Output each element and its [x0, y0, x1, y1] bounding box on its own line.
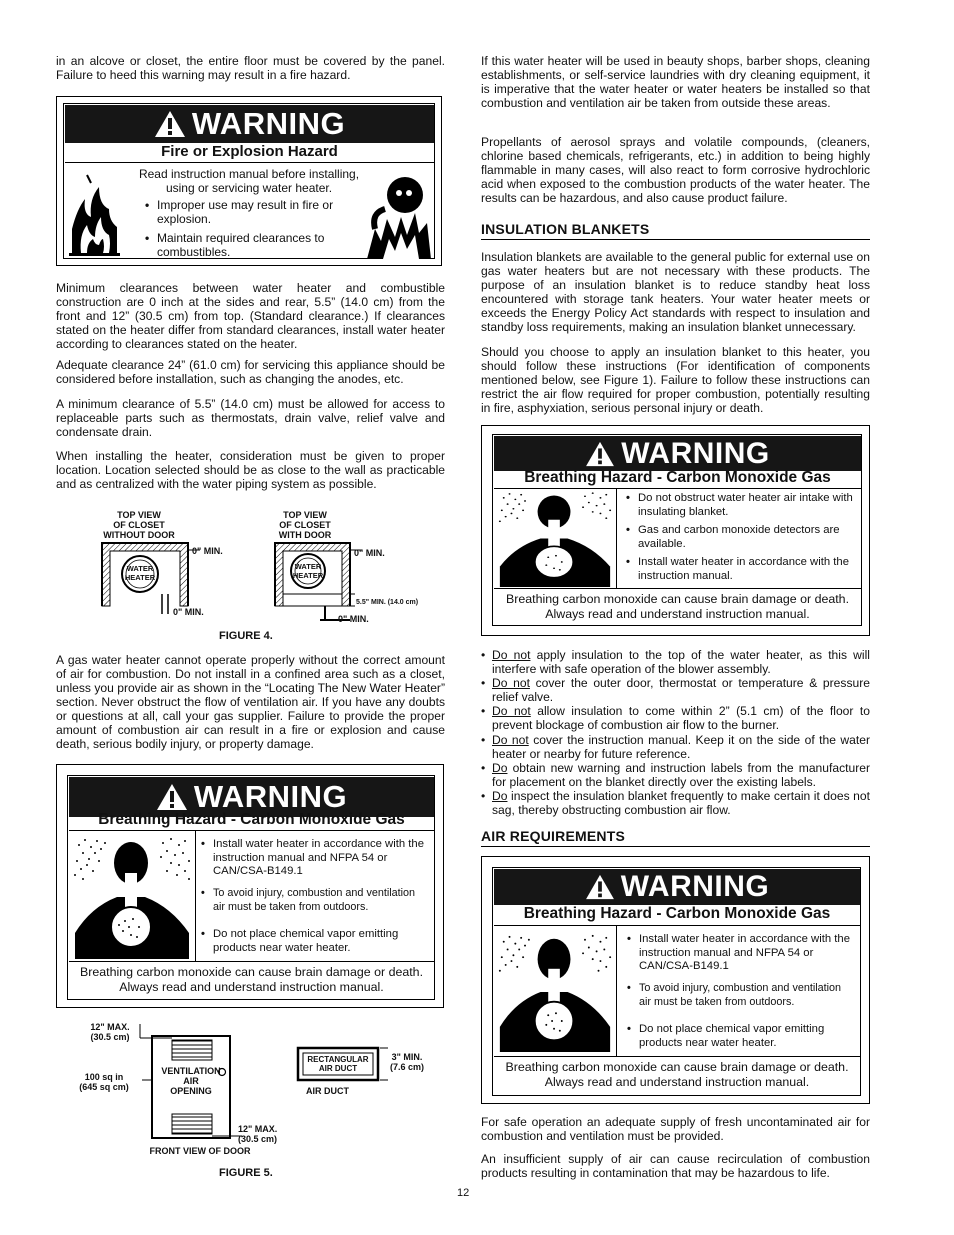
breathing-hazard-icon: [496, 490, 614, 587]
clearance-label: 5.5" MIN. (14.0 cm): [356, 599, 419, 606]
paragraph: Adequate clearance 24” (61.0 cm) for servicing this appliance should be considered before installation, such as changing the anodes, etc.: [56, 358, 445, 386]
alert-triangle-icon: [156, 783, 188, 811]
warning-bullet: • Do not place chemical vapor emitting products near water heater.: [627, 1023, 825, 1049]
figure-caption: FIGURE 5.: [219, 1167, 273, 1179]
warning-footer: Breathing carbon monoxide can cause brain damage or death. Always read and understand instruction manual.: [79, 965, 424, 994]
paragraph: If this water heater will be used in beauty shops, barber shops, cleaning establishments, or self-service laundries with dry cleaning equipment, it is imperative that the water heater or water heaters be installed so that combustion and ventilation air be taken from outside these areas.: [481, 54, 870, 110]
opening-label: VENTILATION AIR OPENING: [161, 1066, 221, 1096]
list-item: • Do not apply insulation to the top of the water heater, as this will interfere with safe operation of the blower assembly.: [481, 648, 870, 676]
figure-caption: FIGURE 4.: [219, 630, 273, 642]
list-item: • Do not cover the instruction manual. Keep it on the side of the water heater or nearby for future reference.: [481, 733, 870, 761]
paragraph: A minimum clearance of 5.5” (14.0 cm) must be allowed for access to replaceable parts such as thermostats, drain valve, relief valve and condensate drain.: [56, 397, 445, 439]
warning-bullet: • Improper use may result in fire or explosion.: [145, 198, 334, 226]
warning-bullet: • Do not place chemical vapor emitting products near water heater.: [201, 928, 399, 954]
section-heading: INSULATION BLANKETS: [481, 221, 650, 237]
heater-label: WATER HEATER: [124, 564, 156, 582]
warning-banner: [494, 869, 860, 905]
warning-bullet: • Install water heater in accordance with the instruction manual and NFPA 54 or CAN/CSA-B149.1: [201, 838, 424, 877]
clearance-label: 0" MIN.: [338, 614, 369, 624]
warning-bullet: • Maintain required clearances to combustibles.: [145, 231, 325, 259]
warning-banner: [494, 436, 861, 471]
clearance-label: 0" MIN.: [192, 546, 223, 556]
co-warning-label: [481, 856, 870, 1104]
breathing-hazard-icon: [71, 835, 193, 959]
alert-triangle-icon: [585, 441, 615, 467]
fire-warning-label: [56, 96, 442, 266]
warning-title: WARNING: [193, 779, 348, 814]
list-item: • Do inspect the insulation blanket frequently to make certain it does not sag, thereby obstructing combustion air flow.: [481, 789, 870, 817]
paragraph: When installing the heater, consideration must be given to proper location. Location selected should be as close to the wall as practicable and as centralized with the water piping system as possible.: [56, 449, 445, 491]
paragraph: A gas water heater cannot operate properly without the correct amount of air for combustion. Do not install in a confined area such as a closet, unless you provide air as shown in the “Locating The New Water Heater” section. Never obstruct the flow of ventilation air. If you have any doubts or questions at all, call your gas supplier. Failure to provide the proper amount of combustion air can result in a fire or explosion and cause death, serious bodily injury, or property damage.: [56, 653, 445, 751]
duct-label: RECTANGULAR AIR DUCT: [307, 1055, 369, 1073]
closet-title: TOP VIEW OF CLOSET WITHOUT DOOR: [103, 510, 175, 540]
breathing-hazard-icon: [496, 930, 614, 1054]
warning-title: WARNING: [620, 870, 770, 903]
warning-footer: Breathing carbon monoxide can cause brain damage or death. Always read and understand instruction manual.: [505, 1060, 849, 1089]
hazard-subtitle: Breathing Hazard - Carbon Monoxide Gas: [523, 905, 831, 922]
warning-bullet: • Gas and carbon monoxide detectors are available.: [626, 524, 840, 550]
list-item: • Do obtain new warning and instruction labels from the manufacturer for placement on the blanket directly over the existing labels.: [481, 761, 870, 789]
dimension-label: 3" MIN. (7.6 cm): [389, 1052, 424, 1072]
alert-triangle-icon: [154, 110, 186, 138]
paragraph: Should you choose to apply an insulation blanket to this heater, you should follow these instructions (For identification of components mentioned below, see Figure 1). Failure to follow these instructions can restrict the air flow required for proper combustion, potentially resulting in fire, asphyxiation, serious personal injury or death.: [481, 345, 870, 415]
figure-5-diagram: [70, 1020, 450, 1160]
alert-triangle-icon: [585, 874, 615, 900]
area-label: 100 sq in (645 sq cm): [79, 1072, 129, 1092]
warning-title: WARNING: [621, 436, 770, 470]
air-duct-label: AIR DUCT: [306, 1086, 349, 1096]
dimension-label: 12" MAX. (30.5 cm): [90, 1022, 130, 1042]
hazard-subtitle: Breathing Hazard - Carbon Monoxide Gas: [524, 469, 831, 486]
explosion-face-icon: [365, 173, 435, 259]
paragraph: Insulation blankets are available to the general public for external use on gas water heaters but are not necessary with these products. The purpose of an insulation blanket is to reduce standby heat loss encountered with storage tank heaters. Your water heater meets or exceeds the Energy Policy Act standards with respect to insulation and standby loss requirements, making an insulation blanket unnecessary.: [481, 250, 870, 334]
section-heading: AIR REQUIREMENTS: [481, 828, 625, 844]
list-item: • Do not allow insulation to come within 2” (5.1 cm) of the floor to prevent blockage of combustion air flow to the burner.: [481, 704, 870, 732]
warning-bullet: • Do not obstruct water heater air intake with insulating blanket.: [626, 492, 853, 518]
warning-bullet: • Install water heater in accordance with the instruction manual.: [626, 556, 849, 582]
warning-bullet: • To avoid injury, combustion and ventilation air must be taken from outdoors.: [627, 982, 842, 1008]
paragraph: Minimum clearances between water heater and combustible construction are 0 inch at the sides and rear, 5.5” (14.0 cm) from the front and 12” (30.5 cm) from top. (Standard clearance.) If clearances stated on the heater differ from standard clearances, install water heater according to clearances stated on the heater.: [56, 281, 445, 351]
co-warning-label: [56, 764, 444, 1008]
dimension-label: 12" MAX. (30.5 cm): [238, 1124, 278, 1144]
paragraph: For safe operation an adequate supply of fresh uncontaminated air for combustion and ventilation must be provided.: [481, 1115, 870, 1143]
warning-bullet: • Install water heater in accordance with the instruction manual and NFPA 54 or CAN/CSA-B149.1: [627, 933, 850, 972]
warning-footer: Breathing carbon monoxide can cause brain damage or death. Always read and understand instruction manual.: [505, 592, 850, 621]
hazard-subtitle: Breathing Hazard - Carbon Monoxide Gas: [98, 811, 405, 828]
front-view-label: FRONT VIEW OF DOOR: [149, 1146, 251, 1156]
fire-icon: [67, 169, 122, 257]
page-number: 12: [457, 1187, 470, 1199]
warning-bullet: • To avoid injury, combustion and ventilation air must be taken from outdoors.: [201, 887, 416, 913]
hazard-subtitle: Fire or Explosion Hazard: [161, 143, 338, 160]
warning-title: WARNING: [191, 106, 346, 141]
paragraph: in an alcove or closet, the entire floor must be covered by the panel. Failure to heed this warning may result in a fire hazard.: [56, 54, 445, 82]
co-warning-label: [481, 425, 870, 636]
clearance-label: 0" MIN.: [354, 548, 385, 558]
closet-title: TOP VIEW OF CLOSET WITH DOOR: [278, 510, 332, 540]
paragraph: Propellants of aerosol sprays and volatile compounds, (cleaners, chlorine based chemicals, refrigerants, etc.) in addition to being highly flammable in many cases, will also react to form corrosive hydrochloric acid when exposed to the combustion products of the water heater. The results can be hazardous, and also cause product failure.: [481, 135, 870, 205]
figure-4-diagram: [90, 506, 440, 631]
warning-banner: [65, 105, 434, 143]
warning-intro: Read instruction manual before installing, using or servicing water heater.: [138, 167, 360, 195]
clearance-label: 0" MIN.: [173, 607, 204, 617]
paragraph: An insufficient supply of air can cause recirculation of combustion products resulting in contamination that may be hazardous to life.: [481, 1152, 870, 1180]
heater-label: WATER HEATER: [292, 562, 324, 580]
list-item: • Do not cover the outer door, thermostat or temperature & pressure relief valve.: [481, 676, 870, 704]
